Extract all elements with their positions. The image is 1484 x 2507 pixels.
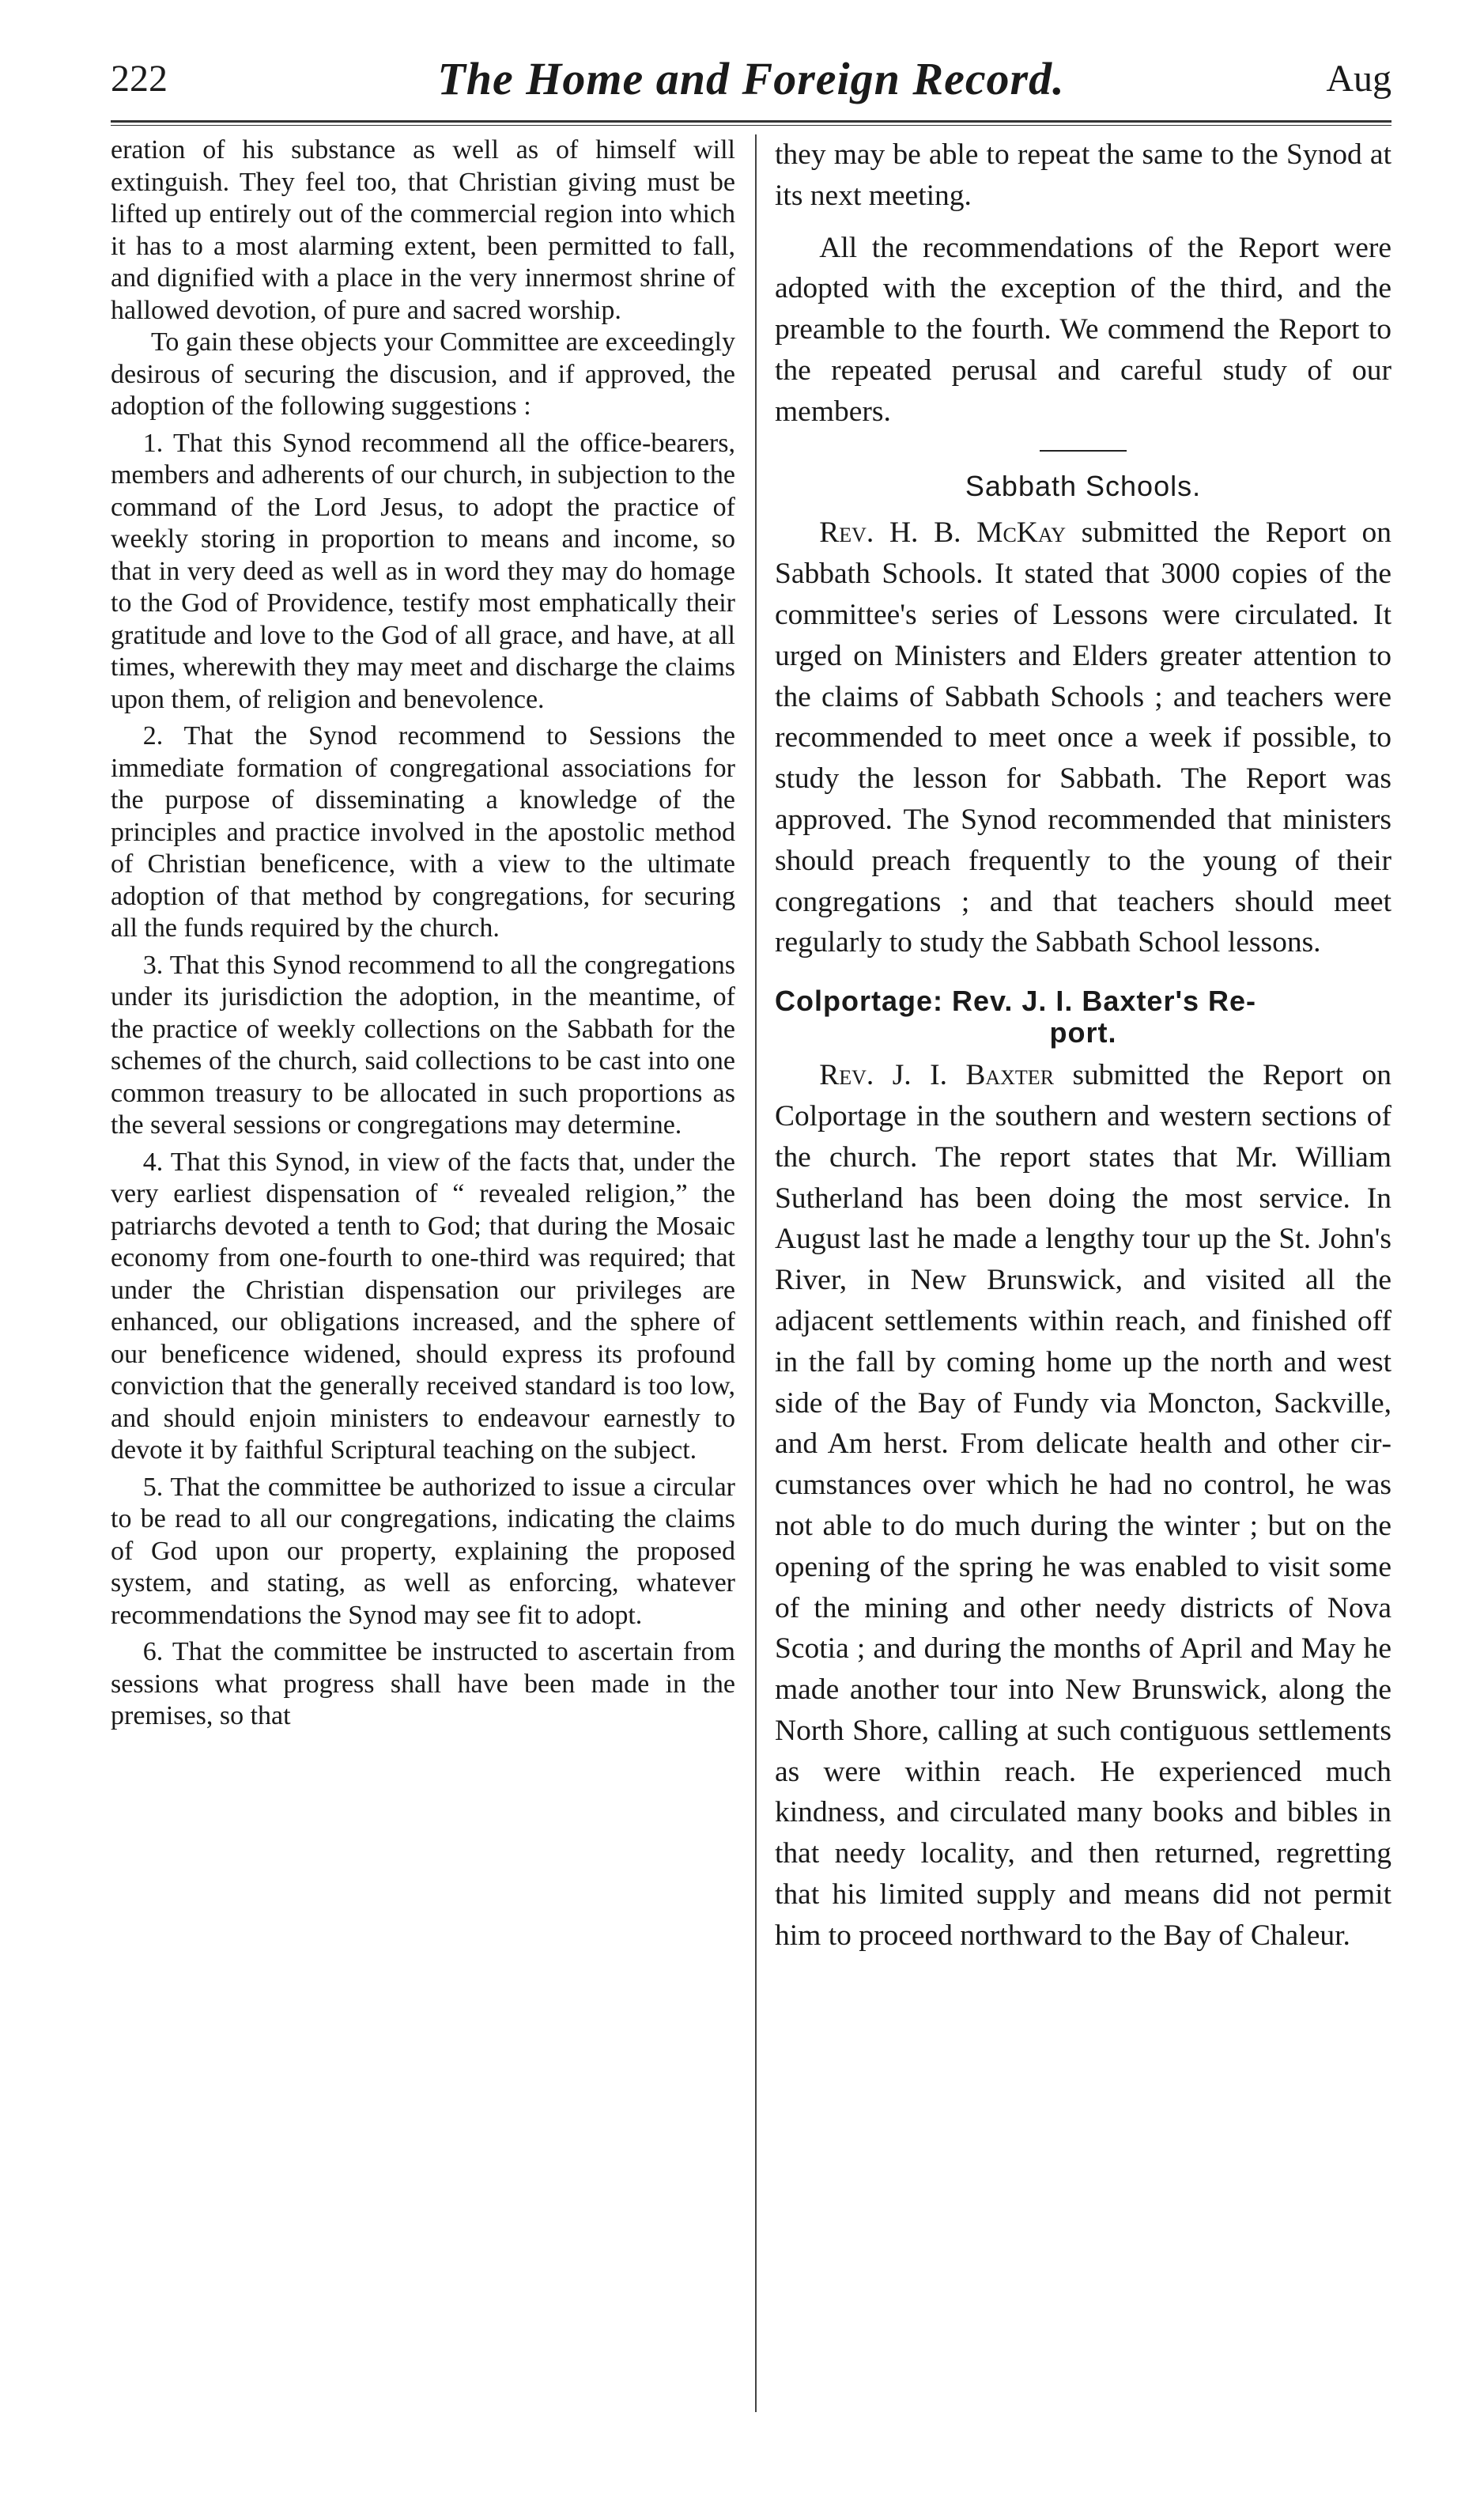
sabbath-schools-paragraph bbox=[775, 512, 1391, 963]
colportage-heading-main: Colportage: Rev. J. I. Baxter's Re- bbox=[775, 985, 1257, 1018]
opening-paragraph: eration of his substance as well as of himself will extinguish. They feel too, that Christian giving must be lifted up entirely out of the commercial region into which it has to a most alarming extent, been permitted to fall, and dignified with a place in the very innermost shrine of hallowed devotion, of pure and sacred worship. bbox=[111, 135, 735, 325]
left-column bbox=[111, 134, 735, 2444]
colportage-heading bbox=[775, 985, 1391, 1049]
suggestion-2: 2. That the Synod recommend to Sessions the immediate formation of congregational associations for the purpose of disseminating a knowledge of the principles and practice involved in the apostolic method of Christian beneficence, with a view to the ultimate adoption of that method by congregations, for securing all the funds required by the church. bbox=[111, 721, 735, 943]
header-rule bbox=[111, 120, 1391, 126]
colportage-body: submitted the Report on Colportage in the southern and western sections of the church. The report states that Mr. William Sutherland has been doing the most service. In August last he made a lengthy tour up the St. John's River, in New Brunswick, and visited all the adjacent settlements within reach, and finished off in the fall by coming home up the north and west side of the Bay of Fundy via Moncton, Sackville, and Am herst. From delicate health and other circumstances over which he had no control, he was not able to do much during the winter ; but on the opening of the spring he was enabled to visit some of the mining and other needy districts of Nova Scotia ; and during the months of April and May he made another tour into New Brunswick, along the North Shore, calling at such contiguous settlements as were within reach. He experienced much kindness, and circulated many books and bibles in that needy locality, and then returned, regretting that his limited supply and means did not permit him to proceed northward to the Bay of Chaleur. bbox=[775, 1059, 1391, 1952]
colportage-lead-name: Rev. J. I. Baxter bbox=[819, 1059, 1055, 1092]
intro-paragraph: To gain these objects your Committee are exceedingly desirous of securing the discusion, and if approved, the adoption of the following suggestions : bbox=[111, 327, 735, 421]
sabbath-schools-heading: Sabbath Schools. bbox=[965, 469, 1202, 502]
suggestion-5: 5. That the committee be authorized to issue a circular to be read to all our congregations, indicating the claims of God upon our property, explaining the proposed system, and stating, as well as enforcing, whatever recommendations the Synod may see fit to adopt. bbox=[111, 1472, 735, 1630]
page-header bbox=[111, 46, 1391, 117]
sabbath-lead-name: Rev. H. B. McKay bbox=[819, 516, 1067, 550]
sabbath-body: submitted the Report on Sabbath Schools. It stated that 3000 copies of the committee's series of Lessons were circulated. It urged on Ministers and Elders greater attention to the claims of Sabbath Schools ; and teachers were recommended to meet once a week if possible, to study the lesson for Sabbath. The Report was approved. The Synod recommended that ministers should preach frequently to the young of their congregations ; and that teachers should meet regularly to study the Sabbath School lessons. bbox=[775, 516, 1391, 959]
suggestion-3: 3. That this Synod recommend to all the congregations under its jurisdiction the adoption, in the meantime, of the practice of weekly collections on the Sabbath for the schemes of the church, said collections to be cast into one common treasury to be allocated in such proportions as the several sessions or congregations may determine. bbox=[111, 950, 735, 1140]
right-column bbox=[775, 134, 1391, 2444]
running-month: Aug bbox=[1326, 58, 1391, 100]
suggestion-1: 1. That this Synod recommend all the office-bearers, members and adherents of our church, in subjection to the command of the Lord Jesus, to adopt the practice of weekly storing in proportion to means and income, so that in very deed as well as in word they may do homage to the God of Providence, testify most emphatically their gratitude and love to the God of all grace, and have, at all times, wherewith they may meet and discharge the claims upon them, of religion and benevolence. bbox=[111, 428, 735, 714]
journal-title: The Home and Foreign Record. bbox=[437, 53, 1065, 104]
suggestion-4: 4. That this Synod, in view of the facts that, under the very earliest dispensation of “ revealed religion,” the patriarchs devoted a tenth to God; that during the Mosaic economy from one-fourth to one-third was required; that under the Christian dispensation our privileges are enhanced, our obligations increased, and the sphere of our beneficence widened, should express its profound conviction that the generally received standard is too low, and should enjoin ministers to endeavour earnestly to devote it by faithful Scriptural teaching on the subject. bbox=[111, 1147, 735, 1465]
section-rule bbox=[1040, 450, 1127, 452]
column-divider bbox=[755, 134, 757, 2412]
recommendations-paragraph: All the recommendations of the Report were adopted with the exception of the third, and the preamble to the fourth. We commend the Report to the repeated perusal and careful study of our members. bbox=[775, 231, 1391, 428]
colportage-heading-tail: port. bbox=[1049, 1016, 1117, 1049]
suggestion-6: 6. That the committee be instructed to ascertain from sessions what progress shall have been made in the premises, so that bbox=[111, 1637, 735, 1730]
colportage-paragraph bbox=[775, 1055, 1391, 1957]
continuation-paragraph: they may be able to repeat the same to the Synod at its next meeting. bbox=[775, 138, 1391, 212]
page-number: 222 bbox=[111, 58, 168, 100]
